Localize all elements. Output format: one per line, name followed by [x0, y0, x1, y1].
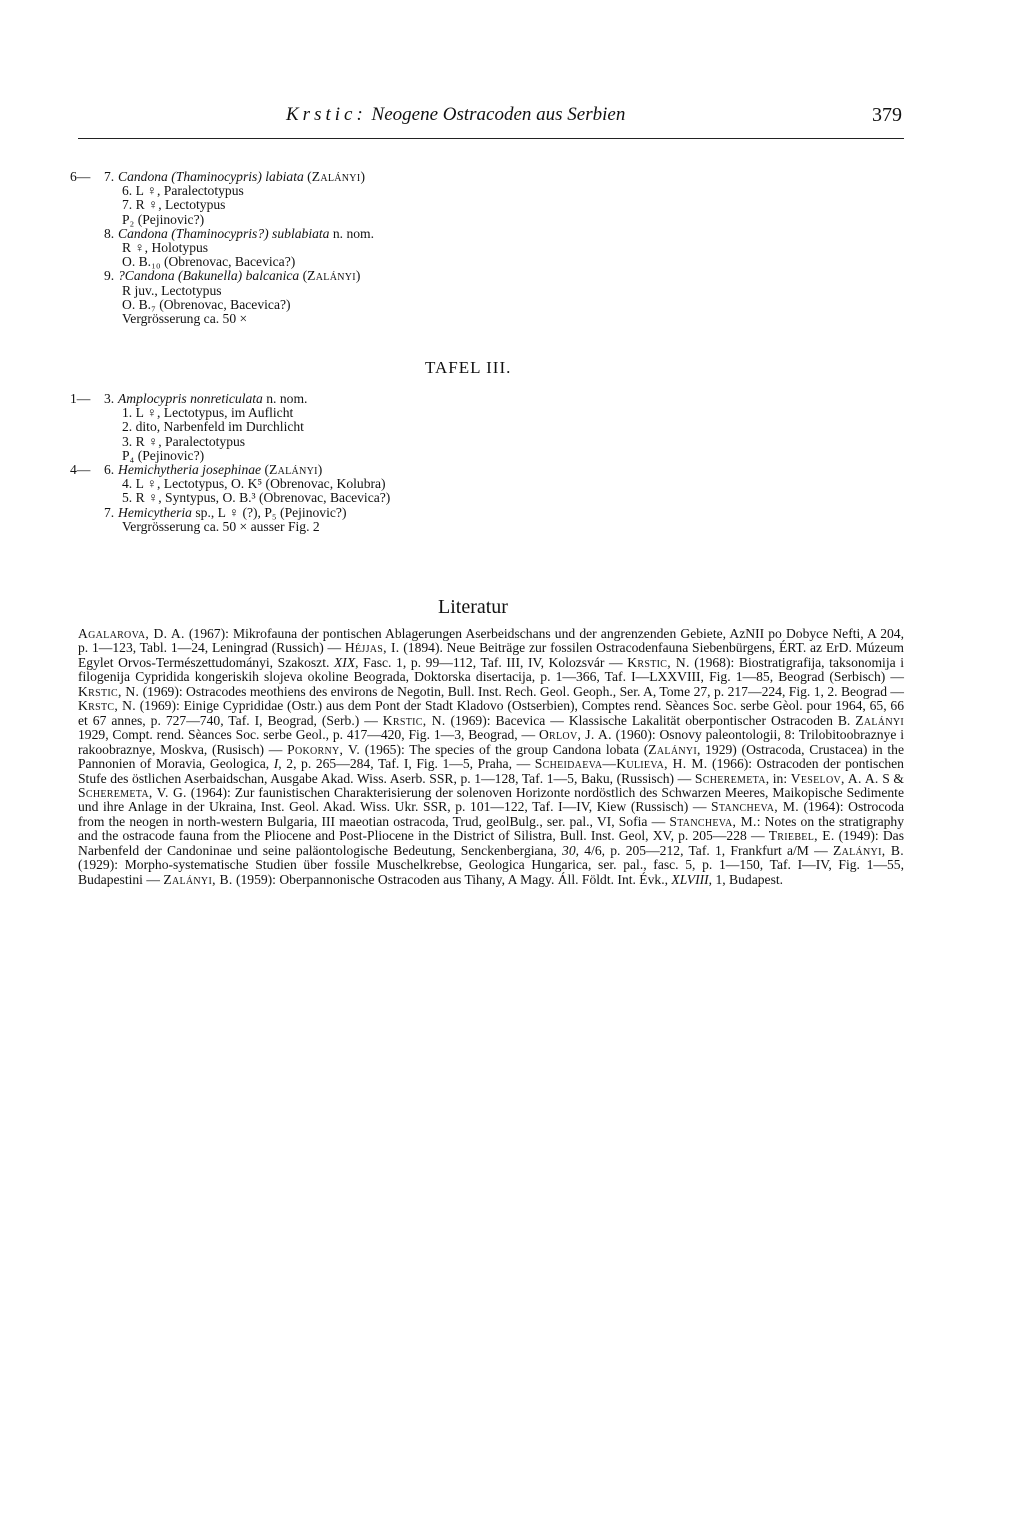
caption-line: [88, 184, 648, 198]
reference-text: (1965): The species of the group Candona lobata (: [360, 741, 649, 757]
reference-text: (1959): Oberpannonische Ostracoden aus Tihany, A Magy. Áll. Földt. Int. Évk.,: [232, 871, 672, 887]
caption-text: ): [355, 268, 361, 284]
reference-text: I: [273, 756, 279, 772]
caption-text: P₄ (Pejinovic?): [122, 447, 205, 463]
caption-text: 2. dito, Narbenfeld im Durchlicht: [122, 419, 304, 435]
specimen-detail: [122, 284, 222, 298]
specimen-detail: [122, 491, 390, 505]
caption-line: [88, 269, 648, 283]
caption-line: [70, 391, 648, 406]
caption-text: 3. R ♀, Paralectotypus: [122, 433, 246, 449]
species-number: 6.: [104, 461, 115, 477]
caption-line: [70, 169, 648, 184]
caption-text: 1. L ♀, Lectotypus, im Auflicht: [122, 405, 294, 421]
caption-text: n. nom.: [262, 391, 308, 406]
caption-line: [88, 491, 648, 505]
caption-text: 5. R ♀, Syntypus, O. B.³ (Obrenovac, Bacevica?): [122, 490, 391, 506]
caption-line: [88, 420, 648, 434]
specimen-detail: [122, 420, 304, 434]
specimen-detail: [122, 406, 293, 420]
caption-line: [88, 241, 648, 255]
reference-text: : Notes on the stratigraphy and the ostracode fauna from the Pliocene and Post-Pliocene in the District of Silistra, Bull. Inst. Geol, XV, p. 205—228 —: [78, 813, 904, 844]
caption-text: Zalányi: [269, 461, 318, 477]
species-number: 3.: [104, 391, 115, 406]
caption-text: 4. L ♀, Lectotypus, O. K⁵ (Obrenovac, Kolubra): [122, 476, 386, 492]
author-name: Zalányi, B.: [832, 842, 904, 858]
reference-text: (1964): Ostrocoda from the neogen in north-western Bulgaria, III maeotian ostracoda, Trud, geolBulg., ser. pal., VI, Sofia —: [78, 799, 904, 829]
specimen-detail: [122, 298, 291, 312]
specimen-detail: [122, 449, 204, 463]
reference-text: (1969): Einige Cyprididae (Ostr.) aus dem Pont der Stadt Kladovo (Ostserbien), Comptes rend. Sèances Soc. serbe Gèol. pour 1964, 65, 66 et 67 annes, p. 727—740, Taf. I, Beograd, (Serb.) —: [78, 698, 904, 728]
caption-text: (: [303, 169, 312, 184]
page-number: 379: [872, 104, 902, 126]
page-header: [78, 98, 904, 139]
species-number: 8.: [104, 225, 115, 241]
caption-text: O. B.₁₀ (Obrenovac, Bacevica?): [122, 254, 296, 270]
species-name: [118, 506, 346, 520]
caption-line: [88, 435, 648, 449]
caption-text: 7. R ♀, Lectotypus: [122, 197, 226, 213]
specimen-detail: [122, 477, 386, 491]
caption-text: ): [360, 169, 365, 184]
caption-text: R juv., Lectotypus: [122, 282, 222, 298]
author-name: Triebel, E.: [768, 828, 835, 844]
caption-line: [88, 298, 648, 312]
caption-text: O. B.₇ (Obrenovac, Bacevica?): [122, 296, 291, 312]
author-name: Krstic, N.: [382, 712, 446, 728]
reference-text: XLVIII: [671, 871, 709, 887]
specimen-detail: [122, 255, 295, 269]
caption-line: [88, 406, 648, 420]
author-name: Stancheva, M.: [711, 799, 799, 815]
reference-text: (1968): Biostratigrafija, taksonomija i filogenija Cypridida kongeriskih slojeva okoline Beograda, Doktorska disertacija, p. 1—366, Taf. I—LXXVIII, Fig. 1—85, Beograd (Serbisch) —: [78, 654, 905, 685]
caption-text: n. nom.: [329, 225, 375, 241]
plate-iii-captions: [70, 391, 648, 534]
caption-text: sp., L ♀ (?), P₅ (Pejinovic?): [191, 504, 347, 520]
caption-line: [88, 477, 648, 491]
author-name: Scheremeta: [694, 770, 766, 786]
species-number: 7.: [104, 504, 115, 520]
reference-text: (1967): Mikrofauna der pontischen Ablagerungen Aserbeidschans und der angrenzenden Gebiete, AzNII po Dobyce Nefti, A 204, p. 1—123, Tabl. 1—24, Leningrad (Russich) —: [78, 626, 905, 656]
caption-text: Zalányi: [311, 169, 361, 184]
specimen-detail: [122, 184, 244, 198]
author-name: Stancheva, M.: [669, 813, 757, 829]
reference-text: (1929): Morpho-systematische Studien über fossile Muschelkrebse, Geologica Hungarica, ser. pal., fasc. 5, p. 1—150, Taf. I—IV, Fig. 1—55, Budapestini —: [78, 857, 904, 887]
species-name: [118, 170, 365, 184]
running-head-title: Neogene Ostracoden aus Serbien: [371, 104, 626, 125]
caption-text: Candona (Thaminocypris?) sublabiata: [118, 225, 330, 241]
author-name: Pokorny, V.: [287, 741, 361, 757]
caption-line: [88, 312, 648, 326]
caption-text: Amplocypris nonreticulata: [118, 391, 263, 406]
specimen-detail: [122, 435, 245, 449]
author-name: Zalányi, B.: [163, 871, 233, 887]
species-name: [118, 392, 307, 406]
caption-text: R ♀, Holotypus: [122, 239, 209, 255]
caption-text: ): [317, 461, 323, 477]
reference-text: 1929, Compt. rend. Sèances Soc. serbe Geol., p. 417—420, Fig. 1—3, Beograd, —: [78, 727, 539, 743]
plate-title: TAFEL III.: [425, 358, 512, 377]
reference-text: , in:: [765, 770, 791, 786]
caption-text: Hemichytheria josephinae: [118, 461, 262, 477]
plate-ii-captions: [70, 169, 648, 326]
author-name: Krstc, N.: [78, 698, 136, 714]
reference-text: 30: [562, 842, 576, 858]
caption-text: P₂ (Pejinovic?): [122, 211, 205, 227]
species-number: 7.: [104, 169, 115, 184]
caption-line: [88, 213, 648, 227]
caption-text: Candona (Thaminocypris) labiata: [118, 169, 304, 184]
specimen-detail: [122, 312, 247, 326]
caption-text: 6. L ♀, Paralectotypus: [122, 183, 244, 199]
reference-text: , 4/6, p. 205—212, Taf. 1, Frankfurt a/M —: [575, 842, 833, 858]
caption-text: Zalányi: [307, 268, 356, 284]
author-name: Veselov, A. A.: [790, 770, 879, 786]
specimen-detail: [122, 241, 208, 255]
species-name: [118, 227, 374, 241]
reference-text: , 2, p. 265—284, Taf. I, Fig. 1—5, Praha, —: [278, 756, 535, 772]
reference-text: (1894). Neue Beiträge zur fossilen Ostracodenfauna Siebenbürgens, ÉRT. az ErD. Múzeum Egylet Orvos-Természettudományi, Szakoszt.: [78, 640, 904, 670]
species-name: [118, 463, 322, 477]
author-name: Zalányi: [648, 741, 698, 757]
figure-range: 1—: [70, 391, 91, 406]
reference-text: (1964): Zur faunistischen Charakterisierung der solenoven Horizonte nordöstlich des Schwarzen Meeres, Maikopische Sedimente und ihre Anlage in der Ukraina, Inst. Geol. Akad. Wiss. Ukr. SSR, p. 101—122, Taf. I—IV, Kiew (Russisch) —: [78, 784, 904, 815]
figure-range: 4—: [70, 461, 91, 477]
caption-line: [88, 227, 648, 241]
reference-text: , 1, Budapest.: [708, 871, 784, 887]
reference-text: XIX: [333, 654, 356, 670]
author-name: Krstic, N.: [627, 654, 690, 670]
author-name: Agalarova, D. A.: [78, 626, 185, 641]
literature-list: [78, 627, 904, 887]
author-name: Héjjas, I.: [344, 640, 400, 656]
specimen-detail: [122, 520, 320, 534]
author-name: Krstic, N.: [78, 683, 140, 699]
reference-text: , Fasc. 1, p. 99—112, Taf. III, IV, Kolozsvár —: [355, 654, 628, 670]
specimen-detail: [122, 213, 204, 227]
reference-text: (1949): Das Narbenfeld der Candoninae und seine paläontologische Bedeutung, Senckenbergiana,: [78, 828, 904, 858]
specimen-detail: [122, 198, 225, 212]
caption-line: [88, 520, 648, 534]
caption-text: Vergrösserung ca. 50 ×: [122, 310, 248, 326]
reference-text: (1960): Osnovy paleontologii, 8: Trilobitoobraznye i rakoobraznye, Moskva, (Rusisch) —: [78, 727, 904, 757]
caption-text: (: [261, 461, 270, 477]
author-name: Scheremeta, V. G.: [78, 784, 187, 800]
caption-line: [88, 198, 648, 212]
species-name: [118, 269, 360, 283]
caption-text: (: [299, 268, 308, 284]
caption-line: [70, 461, 648, 477]
caption-line: [88, 506, 648, 520]
caption-line: [88, 449, 648, 463]
reference-text: S &: [878, 770, 904, 786]
running-head: [286, 104, 625, 126]
figure-range: 6—: [70, 169, 91, 184]
reference-text: (1969): Ostracodes meothiens des environs de Negotin, Bull. Inst. Rech. Geol. Geoph., Ser. A, Tome 27, p. 217—224, Fig. 1, 2. Beograd —: [139, 683, 904, 699]
literature-heading: Literatur: [438, 596, 508, 618]
caption-text: Hemicytheria: [118, 504, 192, 520]
caption-text: ?Candona (Bakunella) balcanica: [118, 268, 300, 284]
caption-line: [88, 284, 648, 298]
caption-text: Vergrösserung ca. 50 × ausser Fig. 2: [122, 518, 320, 534]
caption-line: [88, 255, 648, 269]
author-name: Orlov, J. A.: [538, 727, 612, 743]
reference-text: (1969): Bacevica — Klassische Lakalität oberpontischer Ostracoden B.: [445, 712, 856, 728]
author-name: Zalányi: [855, 712, 904, 728]
running-head-author: Krstic:: [286, 104, 367, 125]
reference-text: (1966): Ostracoden der pontischen Stufe des östlichen Aserbaidschan, Ausgabe Akad. Wiss. Aserb. SSR, p. 1—128, Taf. 1—5, Baku, (Russisch) —: [78, 756, 904, 786]
species-number: 9.: [104, 268, 115, 284]
author-name: Scheidaeva—Kulieva, H. M.: [534, 756, 708, 772]
reference-text: , 1929) (Ostracoda, Crustacea) in the Pannonien of Moravia, Geologica,: [78, 741, 904, 772]
